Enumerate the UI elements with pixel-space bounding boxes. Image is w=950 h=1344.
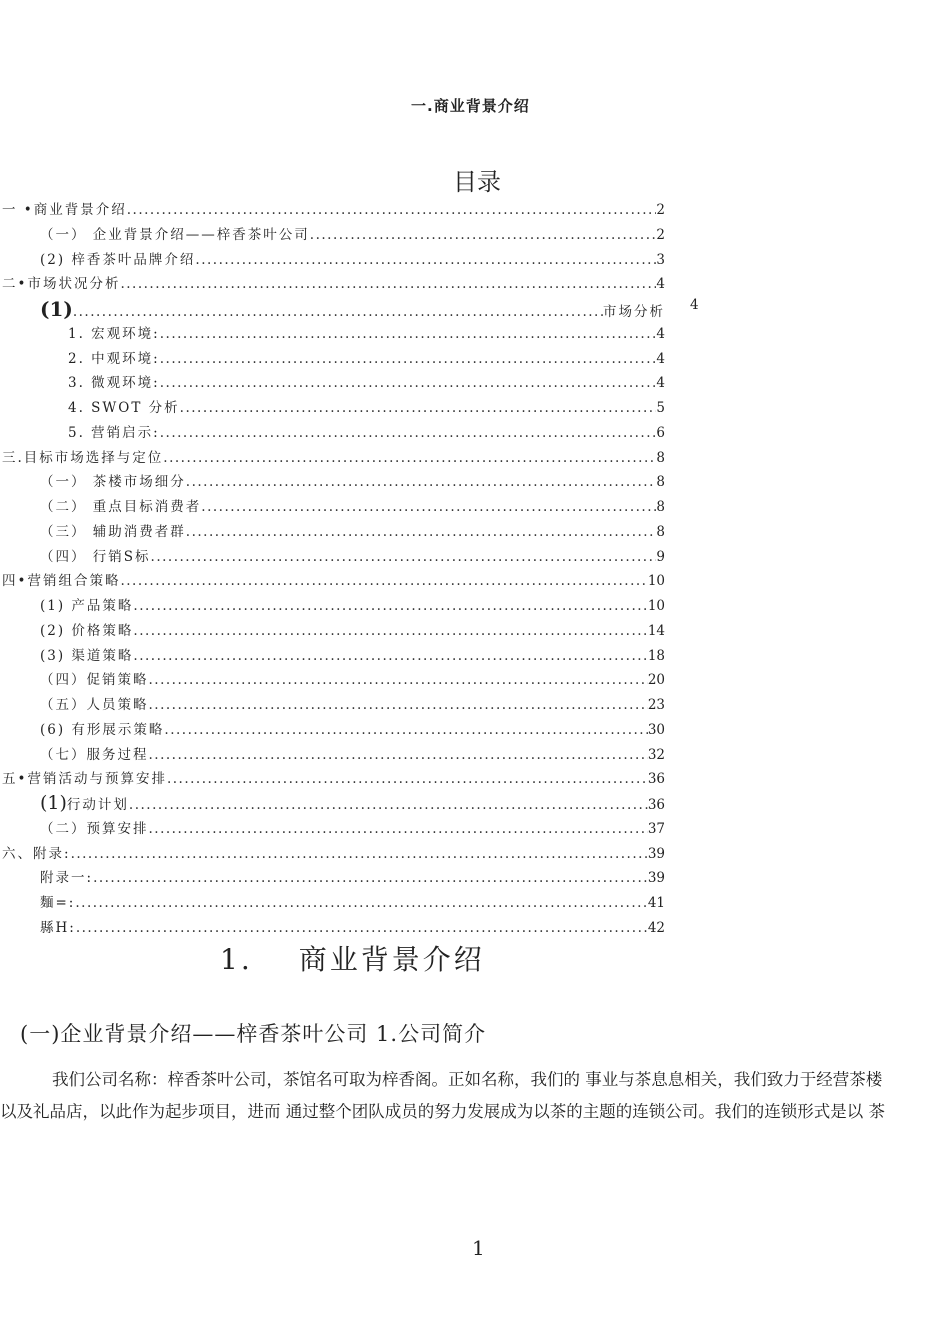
toc-entry[interactable] bbox=[0, 842, 665, 867]
header-title: 一.商业背景介绍 bbox=[411, 97, 530, 115]
toc-leader-dots bbox=[186, 474, 657, 490]
toc-entry[interactable] bbox=[0, 297, 701, 322]
toc-entry[interactable] bbox=[0, 347, 665, 372]
toc-entry-label: （四） 行销S标 bbox=[40, 548, 151, 565]
toc-page-number: 10 bbox=[647, 573, 665, 590]
toc-page-number: 8 bbox=[656, 474, 665, 491]
toc-entry[interactable] bbox=[0, 495, 665, 520]
toc-page-number: 10 bbox=[647, 598, 665, 614]
toc-entry-label: （二）预算安排 bbox=[40, 820, 149, 837]
toc-entry-label: (3) 渠道策略 bbox=[40, 647, 134, 664]
toc-entry[interactable] bbox=[0, 743, 665, 768]
toc-entry-label: (1) 产品策略 bbox=[40, 598, 134, 614]
toc-leader-dots bbox=[160, 425, 657, 441]
toc-entry[interactable] bbox=[0, 371, 665, 396]
toc-page-number: 20 bbox=[647, 672, 665, 689]
table-of-contents bbox=[0, 198, 701, 941]
toc-entry-label: （二） 重点目标消费者 bbox=[40, 499, 202, 515]
toc-page-number: 8 bbox=[656, 499, 665, 515]
toc-entry[interactable] bbox=[0, 322, 665, 347]
toc-leader-dots bbox=[76, 920, 648, 936]
toc-entry-label: 附录一: bbox=[40, 870, 94, 887]
toc-entry-label: (2) 价格策略 bbox=[40, 622, 134, 639]
paragraph-line: 我们公司名称：梓香茶叶公司，茶馆名可取为梓香阁。正如名称，我们的 事业与茶息息相关，我们致力于经营茶楼 bbox=[52, 1070, 883, 1089]
toc-page-number: 4 bbox=[656, 325, 665, 342]
toc-leader-dots bbox=[149, 672, 648, 688]
toc-page-number: 8 bbox=[656, 449, 665, 466]
toc-leader-dots bbox=[186, 524, 657, 540]
toc-leader-dots bbox=[160, 351, 657, 367]
toc-entry[interactable] bbox=[0, 792, 665, 817]
toc-entry-label: 3. 微观环境: bbox=[68, 375, 160, 392]
toc-leader-dots bbox=[133, 623, 647, 639]
toc-page-number: 4 bbox=[656, 375, 665, 392]
toc-entry-label: (2) 梓香茶叶品牌介绍 bbox=[40, 251, 196, 268]
toc-page-number: 3 bbox=[656, 251, 665, 268]
toc-entry[interactable] bbox=[0, 644, 665, 669]
toc-leader-dots bbox=[120, 573, 647, 589]
toc-entry-label: (1) bbox=[40, 297, 73, 321]
toc-entry[interactable] bbox=[0, 520, 665, 545]
toc-entry-label: （三） 辅助消费者群 bbox=[40, 523, 186, 540]
toc-page-number: 30 bbox=[647, 721, 665, 738]
toc-leader-dots bbox=[133, 598, 647, 614]
toc-entry-label: 1. 宏观环境: bbox=[68, 325, 160, 342]
toc-leader-dots bbox=[71, 846, 648, 862]
section-subheading: (一)企业背景介绍——梓香茶叶公司 1.公司简介 bbox=[20, 1022, 487, 1046]
toc-entry[interactable] bbox=[0, 916, 665, 941]
toc-page-number: 39 bbox=[647, 870, 665, 887]
toc-entry[interactable] bbox=[0, 891, 665, 916]
toc-entry[interactable] bbox=[0, 248, 665, 273]
toc-page-number: 37 bbox=[647, 820, 665, 837]
toc-entry[interactable] bbox=[0, 693, 665, 718]
toc-entry-label: 縣H: bbox=[40, 919, 76, 936]
section-heading: 1. 商业背景介绍 bbox=[220, 943, 485, 976]
toc-page-number: 32 bbox=[647, 746, 665, 763]
toc-entry[interactable] bbox=[0, 396, 665, 421]
toc-entry-label: 三.目标市场选择与定位 bbox=[2, 449, 164, 466]
toc-leader-dots bbox=[195, 252, 656, 268]
toc-page-number: 2 bbox=[656, 202, 665, 218]
toc-leader-dots bbox=[149, 747, 648, 763]
toc-entry-label: 六、附录: bbox=[2, 845, 71, 862]
paragraph-line: 以及礼品店，以此作为起步项目，进而 通过整个团队成员的努力发展成为以茶的主题的连锁公司。我们的连锁形式是以 茶 bbox=[0, 1102, 885, 1121]
toc-entry[interactable] bbox=[0, 594, 665, 619]
toc-leader-dots bbox=[127, 202, 657, 218]
toc-entry[interactable] bbox=[0, 421, 665, 446]
body-paragraph bbox=[0, 1064, 950, 1128]
toc-page-number: 9 bbox=[656, 548, 665, 565]
toc-leader-dots bbox=[129, 797, 648, 813]
toc-leader-dots bbox=[75, 895, 647, 911]
toc-entry-label: 四•营销组合策略 bbox=[2, 573, 121, 590]
toc-entry-label: 4. SWOT 分析 bbox=[68, 400, 180, 416]
toc-entry-label: (1) bbox=[40, 792, 67, 814]
toc-leader-dots bbox=[163, 450, 656, 466]
toc-entry-label: 2. 中观环境: bbox=[68, 350, 160, 367]
toc-entry-label: （四）促销策略 bbox=[40, 672, 149, 689]
toc-leader-dots bbox=[201, 499, 656, 515]
toc-entry[interactable] bbox=[0, 545, 665, 570]
toc-page-number: 36 bbox=[647, 771, 665, 788]
toc-page-number: 36 bbox=[647, 797, 665, 813]
toc-entry-label: （七）服务过程 bbox=[40, 746, 149, 763]
toc-leader-dots bbox=[164, 722, 647, 738]
toc-entry[interactable] bbox=[0, 619, 665, 644]
toc-page-number: 4 bbox=[656, 350, 665, 367]
toc-entry[interactable] bbox=[0, 668, 665, 693]
toc-entry-label: 五•营销活动与预算安排 bbox=[2, 771, 167, 788]
toc-page-number: 42 bbox=[647, 919, 665, 936]
toc-entry[interactable] bbox=[0, 866, 665, 891]
toc-entry-label: 一 •商业背景介绍 bbox=[2, 202, 127, 218]
toc-entry-label: (6) 有形展示策略 bbox=[40, 721, 165, 738]
toc-page-number: 5 bbox=[656, 400, 665, 416]
toc-leader-dots bbox=[160, 326, 657, 342]
toc-leader-dots bbox=[310, 227, 657, 243]
toc-entry-label: （五）人员策略 bbox=[40, 697, 149, 713]
toc-leader-dots bbox=[160, 375, 657, 391]
toc-page-number: 4 bbox=[690, 297, 701, 313]
toc-entry-label: 5. 营销启示: bbox=[68, 424, 160, 441]
toc-leader-dots bbox=[120, 276, 656, 292]
toc-page-number: 8 bbox=[656, 523, 665, 540]
toc-entry-label: 麵=: bbox=[40, 895, 76, 911]
toc-page-number: 41 bbox=[647, 895, 665, 911]
toc-page-number: 39 bbox=[647, 845, 665, 862]
toc-entry[interactable] bbox=[0, 470, 665, 495]
toc-leader-dots bbox=[149, 821, 648, 837]
toc-entry[interactable] bbox=[0, 718, 665, 743]
toc-title: 目录 bbox=[453, 168, 501, 196]
toc-leader-dots bbox=[73, 304, 603, 320]
toc-leader-dots bbox=[180, 400, 657, 416]
toc-leader-dots bbox=[133, 648, 647, 664]
toc-entry[interactable] bbox=[0, 817, 665, 842]
toc-page-number: 4 bbox=[656, 276, 665, 293]
toc-page-number: 23 bbox=[647, 697, 665, 713]
toc-page-number: 18 bbox=[647, 647, 665, 664]
toc-entry[interactable] bbox=[0, 767, 665, 792]
toc-page-number: 14 bbox=[647, 622, 665, 639]
toc-entry-label: 行动计划 bbox=[66, 797, 129, 813]
toc-entry[interactable] bbox=[0, 223, 665, 248]
toc-leader-dots bbox=[93, 870, 648, 886]
toc-entry-label: 二•市场状况分析 bbox=[2, 276, 121, 293]
toc-entry[interactable] bbox=[0, 446, 665, 471]
toc-entry-label: （一） 企业背景介绍——梓香茶叶公司 bbox=[40, 226, 310, 243]
toc-leader-dots bbox=[167, 771, 648, 787]
toc-entry-label: 市场分析 bbox=[603, 304, 665, 320]
toc-page-number: 6 bbox=[656, 424, 665, 441]
toc-entry[interactable] bbox=[0, 198, 665, 223]
page-number: 1 bbox=[472, 1236, 485, 1260]
toc-leader-dots bbox=[151, 549, 657, 565]
toc-entry-label: （一） 茶楼市场细分 bbox=[40, 474, 186, 491]
toc-entry[interactable] bbox=[0, 569, 665, 594]
toc-entry[interactable] bbox=[0, 272, 665, 297]
toc-page-number: 2 bbox=[656, 226, 665, 243]
toc-leader-dots bbox=[149, 697, 648, 713]
